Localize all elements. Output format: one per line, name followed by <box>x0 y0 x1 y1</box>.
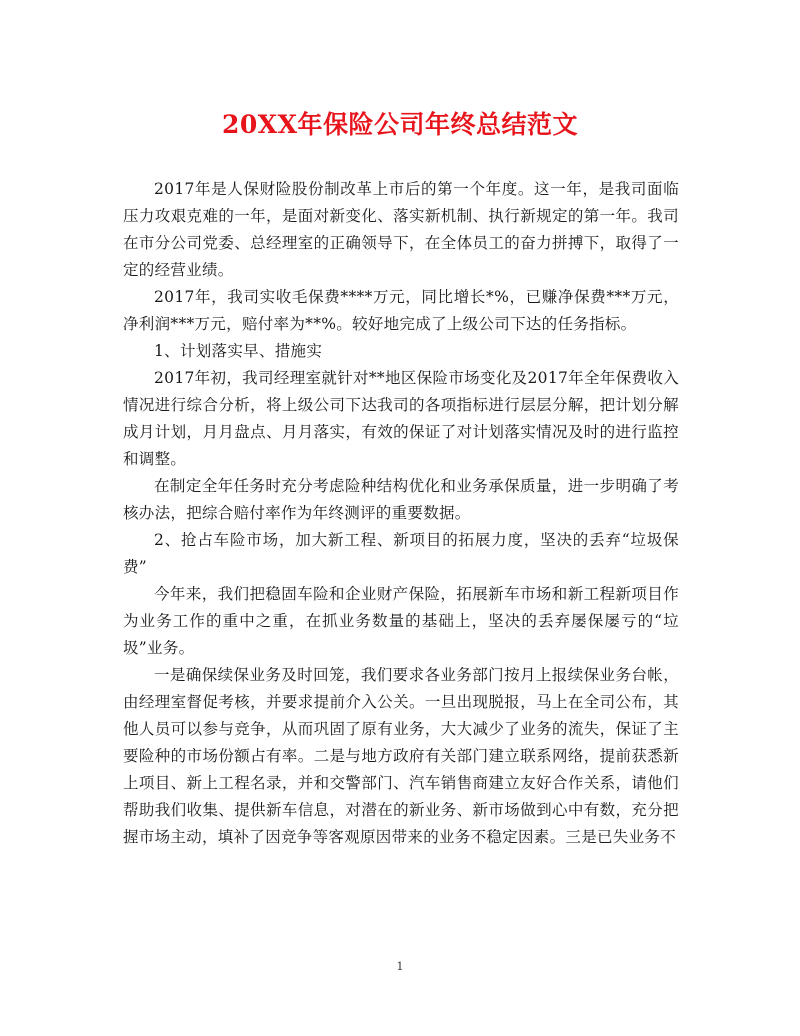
paragraph-assessment: 在制定全年任务时充分考虑险种结构优化和业务承保质量，进一步明确了考核办法，把综合赔付率作为年终测评的重要数据。 <box>123 477 679 522</box>
paragraph-intro: 2017年是人保财险股份制改革上市后的第一个年度。这一年，是我司面临压力攻艰克难的一年，是面对新变化、落实新机制、执行新规定的第一年。我司在市分公司党委、总经理室的正确领导下，在全体员工的奋力拼搏下，取得了一定的经营业绩。 <box>123 180 679 279</box>
document-body <box>123 176 679 851</box>
page-number: 1 <box>396 960 404 973</box>
paragraph-market: 今年来，我们把稳固车险和企业财产保险，拓展新车市场和新工程新项目作为业务工作的重中之重，在抓业务数量的基础上，坚决的丢弃屡保屡亏的“垃圾”业务。 <box>123 585 679 657</box>
section-heading-1: 1、计划落实早、措施实 <box>154 342 323 360</box>
paragraph-planning: 2017年初，我司经理室就针对**地区保险市场变化及2017年全年保费收入情况进行综合分析，将上级公司下达我司的各项指标进行层层分解，把计划分解成月计划，月月盘点、月月落实，有效的保证了对计划落实情况及时的进行监控和调整。 <box>123 369 679 468</box>
document-title: 20XX年保险公司年终总结范文 <box>221 110 579 139</box>
section-heading-2: 2、抢占车险市场，加大新工程、新项目的拓展力度，坚决的丢弃“垃圾保费” <box>123 531 679 576</box>
paragraph-measures: 一是确保续保业务及时回笼，我们要求各业务部门按月上报续保业务台帐，由经理室督促考核，并要求提前介入公关。一旦出现脱报，马上在全司公布，其他人员可以参与竞争，从而巩固了原有业务，大大减少了业务的流失，保证了主要险种的市场份额占有率。二是与地方政府有关部门建立联系网络，提前获悉新上项目、新上工程名录，并和交警部门、汽车销售商建立友好合作关系，请他们帮助我们收集、提供新车信息，对潜在的新业务、新市场做到心中有数，充分把握市场主动，填补了因竞争等客观原因带来的业务不稳定因素。三是已失业务不 <box>123 666 679 846</box>
paragraph-results: 2017年，我司实收毛保费****万元，同比增长*%，已赚净保费***万元，净利润***万元，赔付率为**%。较好地完成了上级公司下达的任务指标。 <box>123 288 679 333</box>
